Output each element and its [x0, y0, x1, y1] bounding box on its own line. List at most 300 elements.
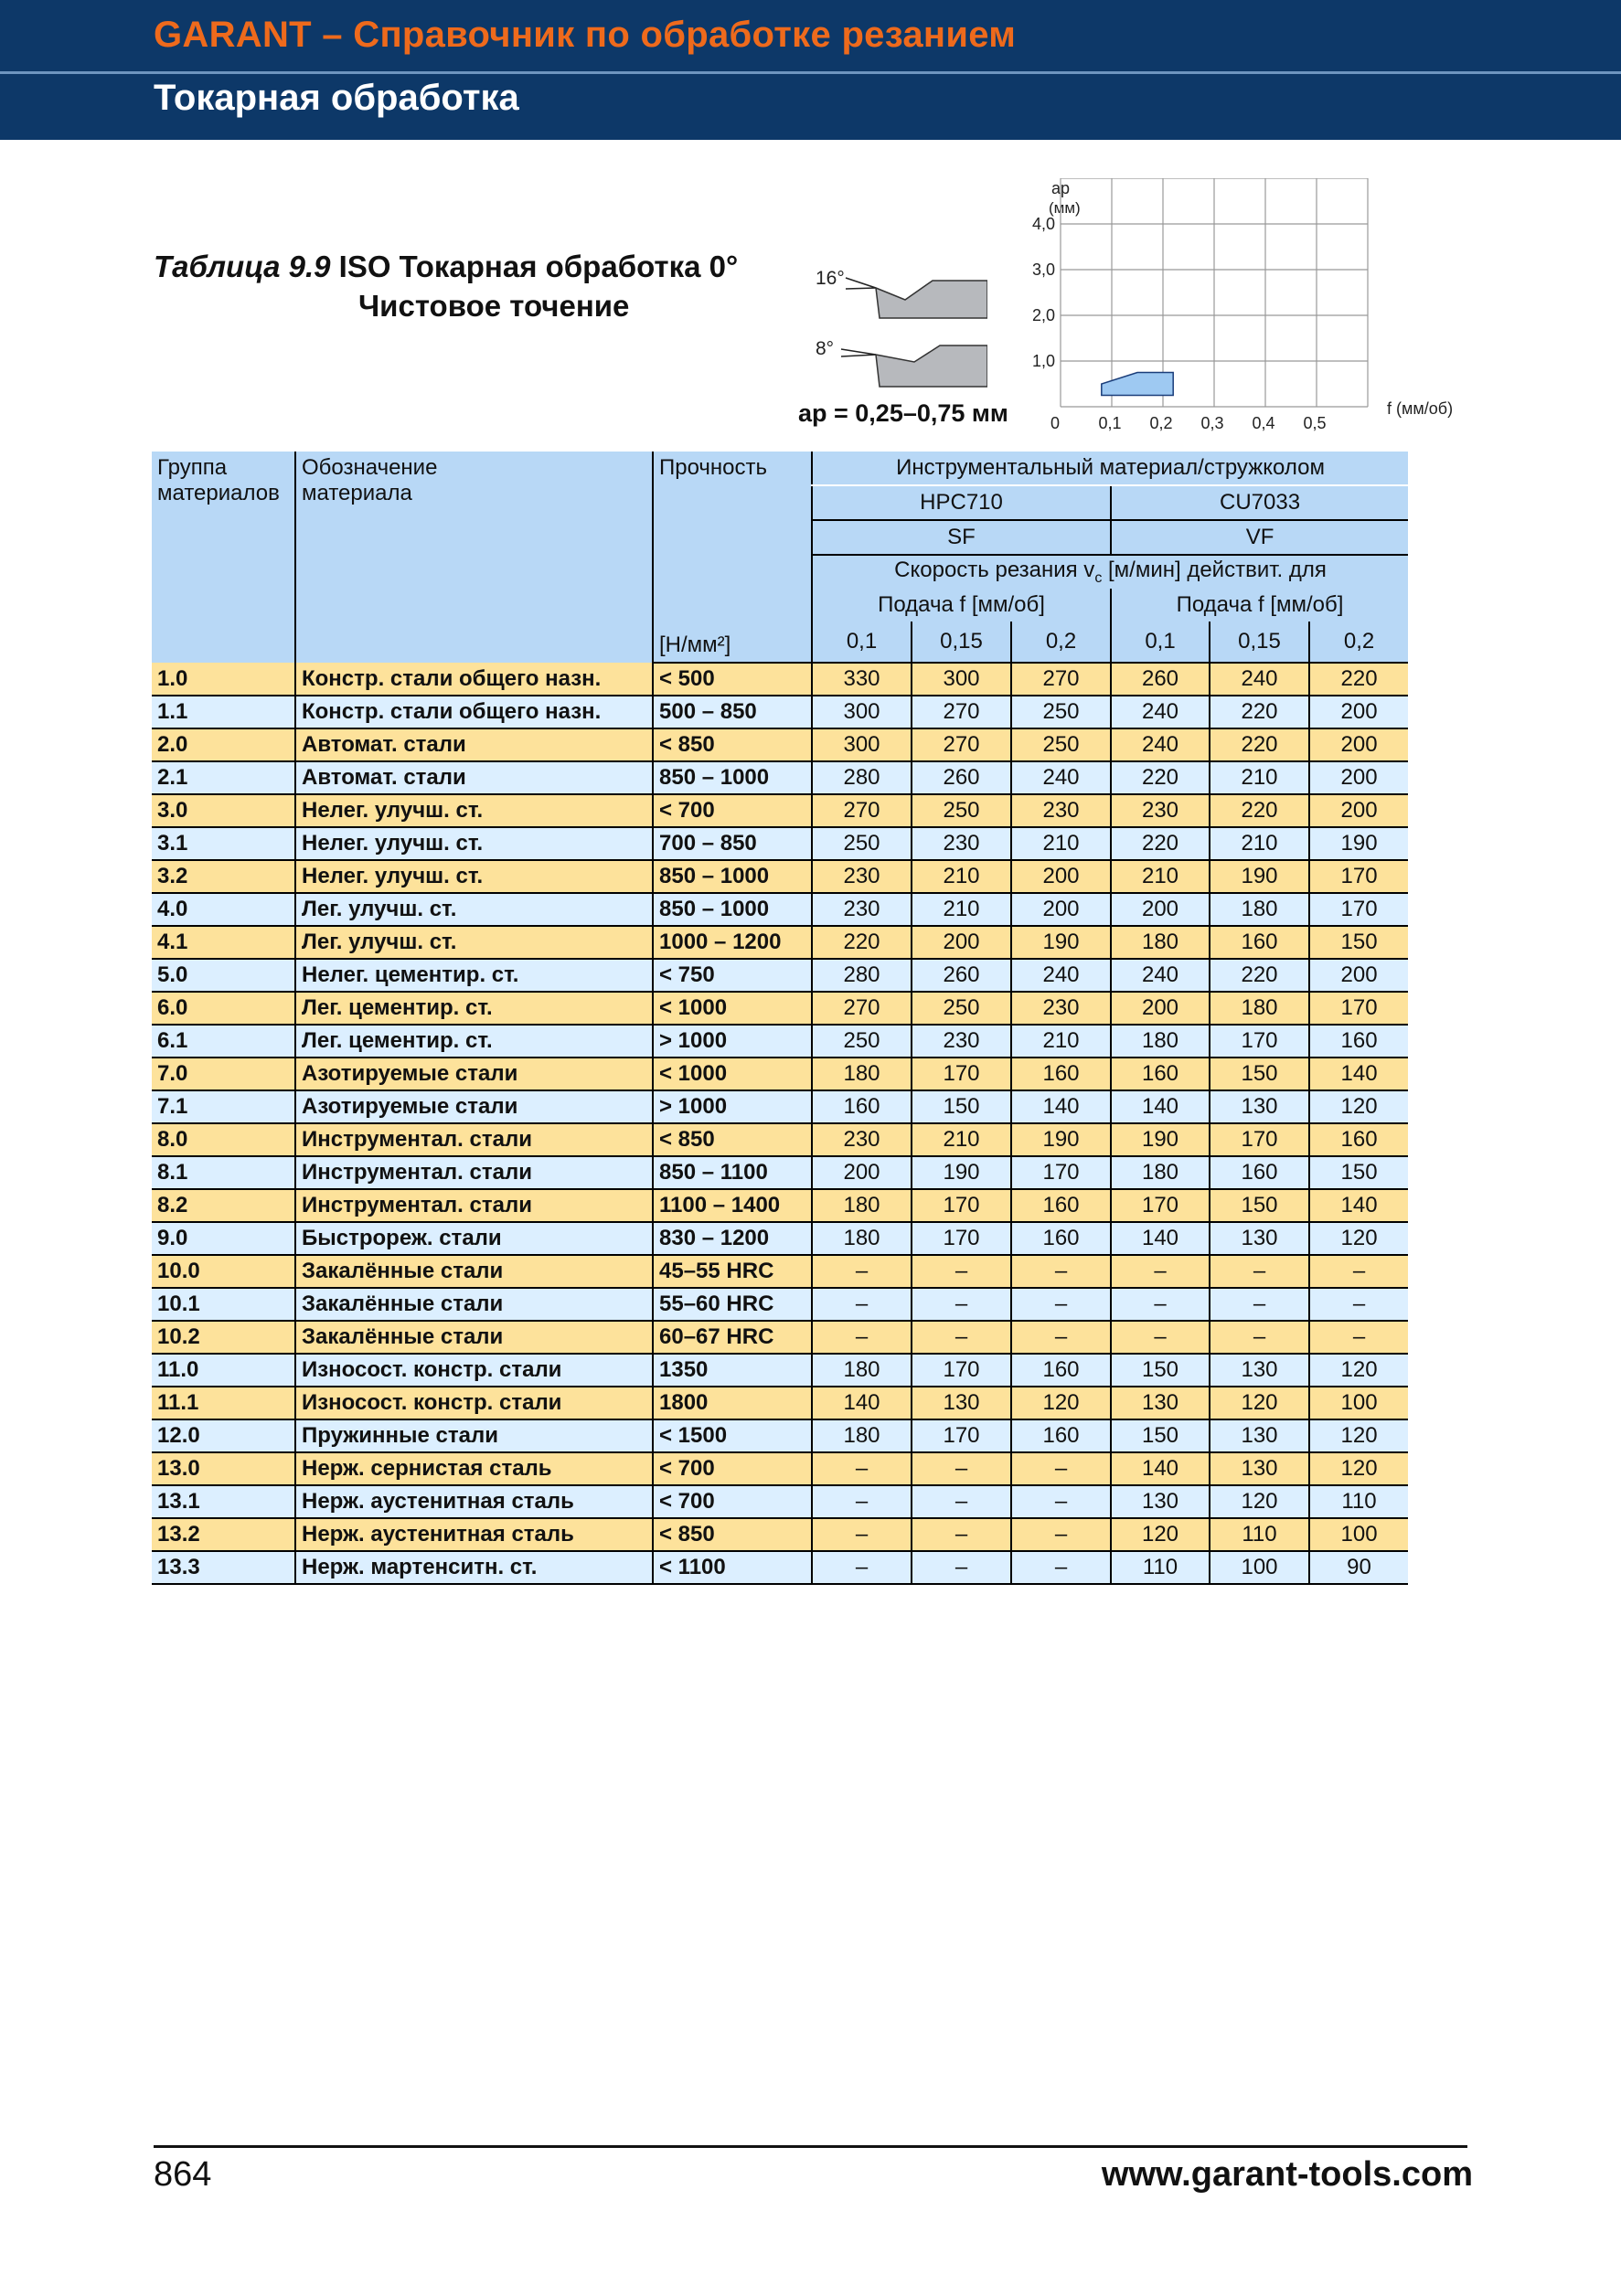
group-cell: 3.2 [152, 860, 295, 893]
speed-cell: 160 [812, 1090, 912, 1123]
feed-depth-chart [1024, 178, 1481, 443]
speed-cell: 180 [1111, 1025, 1210, 1058]
group-cell: 13.2 [152, 1518, 295, 1551]
y-axis-unit: (мм) [1049, 199, 1081, 217]
material-name-cell: Инструментал. стали [295, 1189, 653, 1222]
table-row [152, 1288, 1408, 1321]
speed-cell: 140 [1111, 1222, 1210, 1255]
strength-cell: < 1500 [653, 1419, 812, 1452]
material-name-cell: Нерж. сернистая сталь [295, 1452, 653, 1485]
x-tick-label: 0,2 [1149, 414, 1173, 432]
speed-cell: 200 [1309, 794, 1408, 827]
speed-cell: 230 [1111, 794, 1210, 827]
strength-cell: 1100 – 1400 [653, 1189, 812, 1222]
speed-cell: 210 [1011, 827, 1111, 860]
x-tick-label: 0,1 [1098, 414, 1122, 432]
strength-cell: < 850 [653, 1123, 812, 1156]
speed-cell: 170 [1210, 1025, 1309, 1058]
workpiece-profile-bottom [876, 345, 987, 387]
speed-cell: 190 [912, 1156, 1011, 1189]
speed-cell: 120 [1309, 1419, 1408, 1452]
speed-cell: 230 [1011, 992, 1111, 1025]
y-tick-label: 4,0 [1031, 215, 1055, 233]
group-cell: 3.0 [152, 794, 295, 827]
speed-cell: 250 [812, 1025, 912, 1058]
strength-cell: 45–55 HRC [653, 1255, 812, 1288]
speed-cell: 240 [1011, 959, 1111, 992]
header-breaker-sf: SF [812, 520, 1111, 555]
speed-cell: 120 [1309, 1222, 1408, 1255]
speed-cell: 220 [1309, 663, 1408, 696]
speed-cell: – [912, 1518, 1011, 1551]
header-feed-value: 0,15 [1210, 622, 1309, 663]
speed-cell: – [812, 1518, 912, 1551]
table-title: ISO Токарная обработка 0° [338, 250, 739, 283]
table-number: Таблица 9.9 [154, 250, 331, 283]
speed-cell: 210 [912, 860, 1011, 893]
x-tick-label: 0,5 [1303, 414, 1327, 432]
group-cell: 6.1 [152, 1025, 295, 1058]
table-subtitle: Чистовое точение [358, 289, 630, 323]
material-name-cell: Пружинные стали [295, 1419, 653, 1452]
speed-cell: 220 [812, 926, 912, 959]
speed-cell: 210 [1210, 761, 1309, 794]
speed-cell: 250 [812, 827, 912, 860]
workpiece-profile-top [876, 281, 987, 318]
header-breaker-vf: VF [1111, 520, 1408, 555]
table-row [152, 926, 1408, 959]
speed-cell: – [1111, 1288, 1210, 1321]
table-row [152, 827, 1408, 860]
website-link[interactable]: www.garant-tools.com [1101, 2155, 1473, 2194]
speed-cell: 130 [912, 1387, 1011, 1419]
speed-cell: 270 [1011, 663, 1111, 696]
speed-cell: 180 [1111, 1156, 1210, 1189]
speed-cell: 300 [912, 663, 1011, 696]
speed-cell: 90 [1309, 1551, 1408, 1584]
header-feed-value: 0,2 [1011, 622, 1111, 663]
material-name-cell: Лег. цементир. ст. [295, 1025, 653, 1058]
page-header [0, 0, 1621, 140]
x-tick-label: 0,3 [1200, 414, 1224, 432]
speed-cell: 130 [1210, 1222, 1309, 1255]
speed-cell: – [1111, 1321, 1210, 1354]
table-row [152, 1485, 1408, 1518]
table-row [152, 1222, 1408, 1255]
group-cell: 4.0 [152, 893, 295, 926]
speed-cell: – [1011, 1452, 1111, 1485]
speed-cell: – [1111, 1255, 1210, 1288]
material-name-cell: Лег. цементир. ст. [295, 992, 653, 1025]
speed-cell: 150 [912, 1090, 1011, 1123]
table-row [152, 761, 1408, 794]
header-divider [0, 71, 1621, 74]
speed-cell: 160 [1011, 1189, 1111, 1222]
strength-cell: < 700 [653, 1452, 812, 1485]
speed-cell: 120 [1309, 1090, 1408, 1123]
speed-cell: 210 [1210, 827, 1309, 860]
group-cell: 1.1 [152, 696, 295, 728]
table-row [152, 860, 1408, 893]
speed-cell: 250 [1011, 728, 1111, 761]
strength-cell: < 1000 [653, 1058, 812, 1090]
strength-cell: 500 – 850 [653, 696, 812, 728]
speed-cell: 270 [812, 794, 912, 827]
group-cell: 6.0 [152, 992, 295, 1025]
speed-cell: 300 [812, 728, 912, 761]
group-cell: 10.2 [152, 1321, 295, 1354]
speed-cell: 190 [1210, 860, 1309, 893]
material-name-cell: Нелег. улучш. ст. [295, 860, 653, 893]
header-strength: Прочность [653, 452, 812, 622]
speed-cell: 180 [812, 1354, 912, 1387]
table-row [152, 1090, 1408, 1123]
group-cell: 11.1 [152, 1387, 295, 1419]
speed-cell: 130 [1210, 1090, 1309, 1123]
speed-cell: 150 [1210, 1189, 1309, 1222]
table-row [152, 1255, 1408, 1288]
header-feed-value: 0,15 [912, 622, 1011, 663]
header-feed-value: 0,2 [1309, 622, 1408, 663]
speed-cell: 150 [1111, 1419, 1210, 1452]
material-name-cell: Износост. констр. стали [295, 1354, 653, 1387]
strength-cell: 850 – 1100 [653, 1156, 812, 1189]
speed-cell: 200 [1111, 893, 1210, 926]
footer-divider [154, 2145, 1467, 2148]
speed-cell: 130 [1111, 1387, 1210, 1419]
speed-cell: 120 [1309, 1452, 1408, 1485]
speed-cell: – [1210, 1321, 1309, 1354]
cutting-angle-diagram [805, 254, 987, 391]
table-header [152, 452, 1408, 663]
material-name-cell: Автомат. стали [295, 761, 653, 794]
material-name-cell: Износост. констр. стали [295, 1387, 653, 1419]
speed-cell: – [1011, 1288, 1111, 1321]
speed-cell: – [812, 1452, 912, 1485]
table-row [152, 1354, 1408, 1387]
speed-cell: 200 [812, 1156, 912, 1189]
speed-cell: 210 [1011, 1025, 1111, 1058]
speed-cell: 230 [812, 860, 912, 893]
speed-cell: 230 [812, 893, 912, 926]
speed-cell: 150 [1309, 1156, 1408, 1189]
strength-cell: < 700 [653, 794, 812, 827]
speed-cell: 170 [1309, 992, 1408, 1025]
speed-cell: 140 [1111, 1452, 1210, 1485]
material-name-cell: Нелег. цементир. ст. [295, 959, 653, 992]
strength-cell: < 750 [653, 959, 812, 992]
table-row [152, 1419, 1408, 1452]
speed-cell: 110 [1210, 1518, 1309, 1551]
speed-cell: 150 [1309, 926, 1408, 959]
speed-cell: – [1011, 1485, 1111, 1518]
table-body [152, 663, 1408, 1584]
speed-cell: 120 [1111, 1518, 1210, 1551]
speed-cell: 220 [1111, 827, 1210, 860]
material-name-cell: Констр. стали общего назн. [295, 663, 653, 696]
speed-cell: 160 [1111, 1058, 1210, 1090]
x-tick-label: 0,4 [1252, 414, 1275, 432]
group-cell: 10.0 [152, 1255, 295, 1288]
header-group: Группа материалов [152, 452, 295, 663]
speed-cell: 240 [1210, 663, 1309, 696]
speed-cell: 240 [1111, 959, 1210, 992]
group-cell: 8.2 [152, 1189, 295, 1222]
group-cell: 2.0 [152, 728, 295, 761]
material-name-cell: Нелег. улучш. ст. [295, 794, 653, 827]
speed-cell: 100 [1309, 1387, 1408, 1419]
x-axis-label: f (мм/об) [1387, 399, 1454, 418]
speed-cell: 160 [1011, 1354, 1111, 1387]
x-tick-label: 0 [1050, 414, 1061, 432]
speed-cell: 210 [912, 893, 1011, 926]
table-row [152, 1156, 1408, 1189]
speed-cell: 140 [1111, 1090, 1210, 1123]
speed-cell: 240 [1111, 728, 1210, 761]
speed-cell: 170 [1309, 860, 1408, 893]
speed-cell: 120 [1011, 1387, 1111, 1419]
speed-cell: – [812, 1485, 912, 1518]
speed-cell: 110 [1111, 1551, 1210, 1584]
group-cell: 3.1 [152, 827, 295, 860]
speed-cell: 120 [1309, 1354, 1408, 1387]
table-row [152, 1387, 1408, 1419]
header-grade-hpc710: HPC710 [812, 485, 1111, 520]
table-row [152, 1189, 1408, 1222]
strength-cell: < 700 [653, 1485, 812, 1518]
speed-cell: 170 [912, 1222, 1011, 1255]
group-cell: 8.1 [152, 1156, 295, 1189]
header-subtitle: Токарная обработка [154, 78, 519, 118]
header-title: GARANT – Справочник по обработке резанием [154, 15, 1017, 55]
y-tick-labels [1032, 215, 1055, 370]
header-feed-value: 0,1 [812, 622, 912, 663]
speed-cell: 230 [912, 1025, 1011, 1058]
header-feed-2: Подача f [мм/об] [1111, 589, 1408, 622]
speed-cell: 180 [1111, 926, 1210, 959]
speed-cell: 270 [812, 992, 912, 1025]
table-row [152, 992, 1408, 1025]
speed-cell: 130 [1210, 1419, 1309, 1452]
speed-cell: 220 [1111, 761, 1210, 794]
strength-cell: 850 – 1000 [653, 860, 812, 893]
speed-cell: 170 [912, 1189, 1011, 1222]
table-row [152, 1058, 1408, 1090]
y-tick-label: 1,0 [1031, 352, 1055, 370]
table-row [152, 696, 1408, 728]
speed-cell: – [812, 1255, 912, 1288]
strength-cell: 700 – 850 [653, 827, 812, 860]
group-cell: 7.1 [152, 1090, 295, 1123]
table-row [152, 1452, 1408, 1485]
table-row [152, 1518, 1408, 1551]
material-name-cell: Азотируемые стали [295, 1058, 653, 1090]
group-cell: 12.0 [152, 1419, 295, 1452]
material-name-cell: Нерж. аустенитная сталь [295, 1485, 653, 1518]
speed-cell: 160 [1210, 1156, 1309, 1189]
speed-cell: 190 [1309, 827, 1408, 860]
speed-cell: – [912, 1452, 1011, 1485]
speed-cell: 220 [1210, 794, 1309, 827]
speed-cell: 190 [1011, 926, 1111, 959]
material-name-cell: Нелег. улучш. ст. [295, 827, 653, 860]
group-cell: 11.0 [152, 1354, 295, 1387]
page-number: 864 [154, 2155, 212, 2194]
group-cell: 9.0 [152, 1222, 295, 1255]
speed-cell: 250 [912, 794, 1011, 827]
speed-cell: – [1309, 1321, 1408, 1354]
speed-cell: 160 [1011, 1419, 1111, 1452]
speed-cell: 130 [1111, 1485, 1210, 1518]
strength-cell: 850 – 1000 [653, 893, 812, 926]
strength-cell: > 1000 [653, 1025, 812, 1058]
speed-cell: 200 [1011, 860, 1111, 893]
group-cell: 13.1 [152, 1485, 295, 1518]
speed-cell: 160 [1011, 1222, 1111, 1255]
header-grade-cu7033: CU7033 [1111, 485, 1408, 520]
strength-cell: < 850 [653, 1518, 812, 1551]
table-caption [154, 250, 738, 284]
strength-cell: 830 – 1200 [653, 1222, 812, 1255]
table-row [152, 893, 1408, 926]
speed-cell: – [912, 1321, 1011, 1354]
chart-grid [1061, 178, 1368, 407]
speed-cell: 200 [1309, 761, 1408, 794]
speed-cell: 300 [812, 696, 912, 728]
table-row [152, 959, 1408, 992]
angle-label-8: 8° [816, 338, 835, 359]
speed-cell: 200 [1309, 959, 1408, 992]
speed-cell: – [912, 1255, 1011, 1288]
y-tick-label: 3,0 [1031, 260, 1055, 279]
speed-cell: 130 [1210, 1354, 1309, 1387]
speed-cell: 200 [1111, 992, 1210, 1025]
speed-cell: 120 [1210, 1485, 1309, 1518]
cutting-depth-range: ap = 0,25–0,75 мм [798, 399, 1008, 427]
cutting-speed-table [152, 452, 1408, 1585]
speed-cell: 170 [912, 1419, 1011, 1452]
speed-cell: 170 [1111, 1189, 1210, 1222]
speed-cell: 180 [1210, 893, 1309, 926]
speed-cell: 200 [912, 926, 1011, 959]
speed-cell: – [912, 1288, 1011, 1321]
speed-cell: – [912, 1485, 1011, 1518]
speed-cell: – [1011, 1518, 1111, 1551]
material-name-cell: Быстрореж. стали [295, 1222, 653, 1255]
group-cell: 10.1 [152, 1288, 295, 1321]
material-name-cell: Констр. стали общего назн. [295, 696, 653, 728]
speed-cell: 160 [1011, 1058, 1111, 1090]
speed-cell: 240 [1011, 761, 1111, 794]
speed-cell: – [812, 1288, 912, 1321]
speed-cell: 250 [912, 992, 1011, 1025]
strength-cell: 850 – 1000 [653, 761, 812, 794]
speed-cell: – [1210, 1288, 1309, 1321]
speed-cell: 200 [1309, 696, 1408, 728]
y-tick-label: 2,0 [1031, 306, 1055, 324]
table-row [152, 728, 1408, 761]
speed-cell: 220 [1210, 728, 1309, 761]
group-cell: 7.0 [152, 1058, 295, 1090]
speed-cell: 200 [1309, 728, 1408, 761]
header-speed: Скорость резания $v_c$ [м/мин] действит. для [812, 555, 1408, 589]
group-cell: 4.1 [152, 926, 295, 959]
speed-cell: 140 [812, 1387, 912, 1419]
speed-cell: – [1011, 1321, 1111, 1354]
speed-cell: 100 [1309, 1518, 1408, 1551]
material-name-cell: Закалённые стали [295, 1255, 653, 1288]
material-name-cell: Автомат. стали [295, 728, 653, 761]
strength-cell: < 850 [653, 728, 812, 761]
group-cell: 13.3 [152, 1551, 295, 1584]
strength-cell: 1800 [653, 1387, 812, 1419]
speed-cell: 220 [1210, 959, 1309, 992]
speed-cell: 130 [1210, 1452, 1309, 1485]
strength-cell: < 1100 [653, 1551, 812, 1584]
table-row [152, 1321, 1408, 1354]
material-name-cell: Азотируемые стали [295, 1090, 653, 1123]
header-strength-unit: [Н/мм²] [653, 622, 812, 663]
speed-cell: 180 [812, 1419, 912, 1452]
speed-cell: 100 [1210, 1551, 1309, 1584]
angle-label-16: 16° [816, 268, 845, 289]
speed-cell: 230 [912, 827, 1011, 860]
speed-cell: 110 [1309, 1485, 1408, 1518]
speed-cell: 150 [1111, 1354, 1210, 1387]
header-tool-material: Инструментальный материал/стружколом [812, 452, 1408, 485]
speed-cell: 140 [1309, 1189, 1408, 1222]
strength-cell: 1350 [653, 1354, 812, 1387]
speed-cell: 170 [1309, 893, 1408, 926]
speed-cell: 210 [1111, 860, 1210, 893]
table-row [152, 1025, 1408, 1058]
speed-cell: 180 [812, 1058, 912, 1090]
material-name-cell: Лег. улучш. ст. [295, 893, 653, 926]
strength-cell: > 1000 [653, 1090, 812, 1123]
table-row [152, 1123, 1408, 1156]
speed-cell: 170 [912, 1058, 1011, 1090]
speed-cell: 280 [812, 959, 912, 992]
speed-cell: 180 [1210, 992, 1309, 1025]
speed-cell: 140 [1309, 1058, 1408, 1090]
table-row [152, 663, 1408, 696]
material-name-cell: Закалённые стали [295, 1321, 653, 1354]
strength-cell: < 1000 [653, 992, 812, 1025]
speed-cell: 190 [1011, 1123, 1111, 1156]
speed-cell: – [912, 1551, 1011, 1584]
speed-cell: 210 [912, 1123, 1011, 1156]
speed-cell: 150 [1210, 1058, 1309, 1090]
speed-cell: 160 [1210, 926, 1309, 959]
material-name-cell: Нерж. аустенитная сталь [295, 1518, 653, 1551]
speed-cell: 140 [1011, 1090, 1111, 1123]
material-name-cell: Лег. улучш. ст. [295, 926, 653, 959]
group-cell: 2.1 [152, 761, 295, 794]
speed-cell: 280 [812, 761, 912, 794]
group-cell: 13.0 [152, 1452, 295, 1485]
speed-cell: 120 [1210, 1387, 1309, 1419]
speed-cell: – [1309, 1288, 1408, 1321]
speed-cell: – [1210, 1255, 1309, 1288]
table-row [152, 1551, 1408, 1584]
strength-cell: 55–60 HRC [653, 1288, 812, 1321]
speed-cell: – [812, 1321, 912, 1354]
speed-cell: 190 [1111, 1123, 1210, 1156]
material-name-cell: Инструментал. стали [295, 1123, 653, 1156]
header-feed-value: 0,1 [1111, 622, 1210, 663]
speed-cell: 260 [1111, 663, 1210, 696]
table-row [152, 794, 1408, 827]
